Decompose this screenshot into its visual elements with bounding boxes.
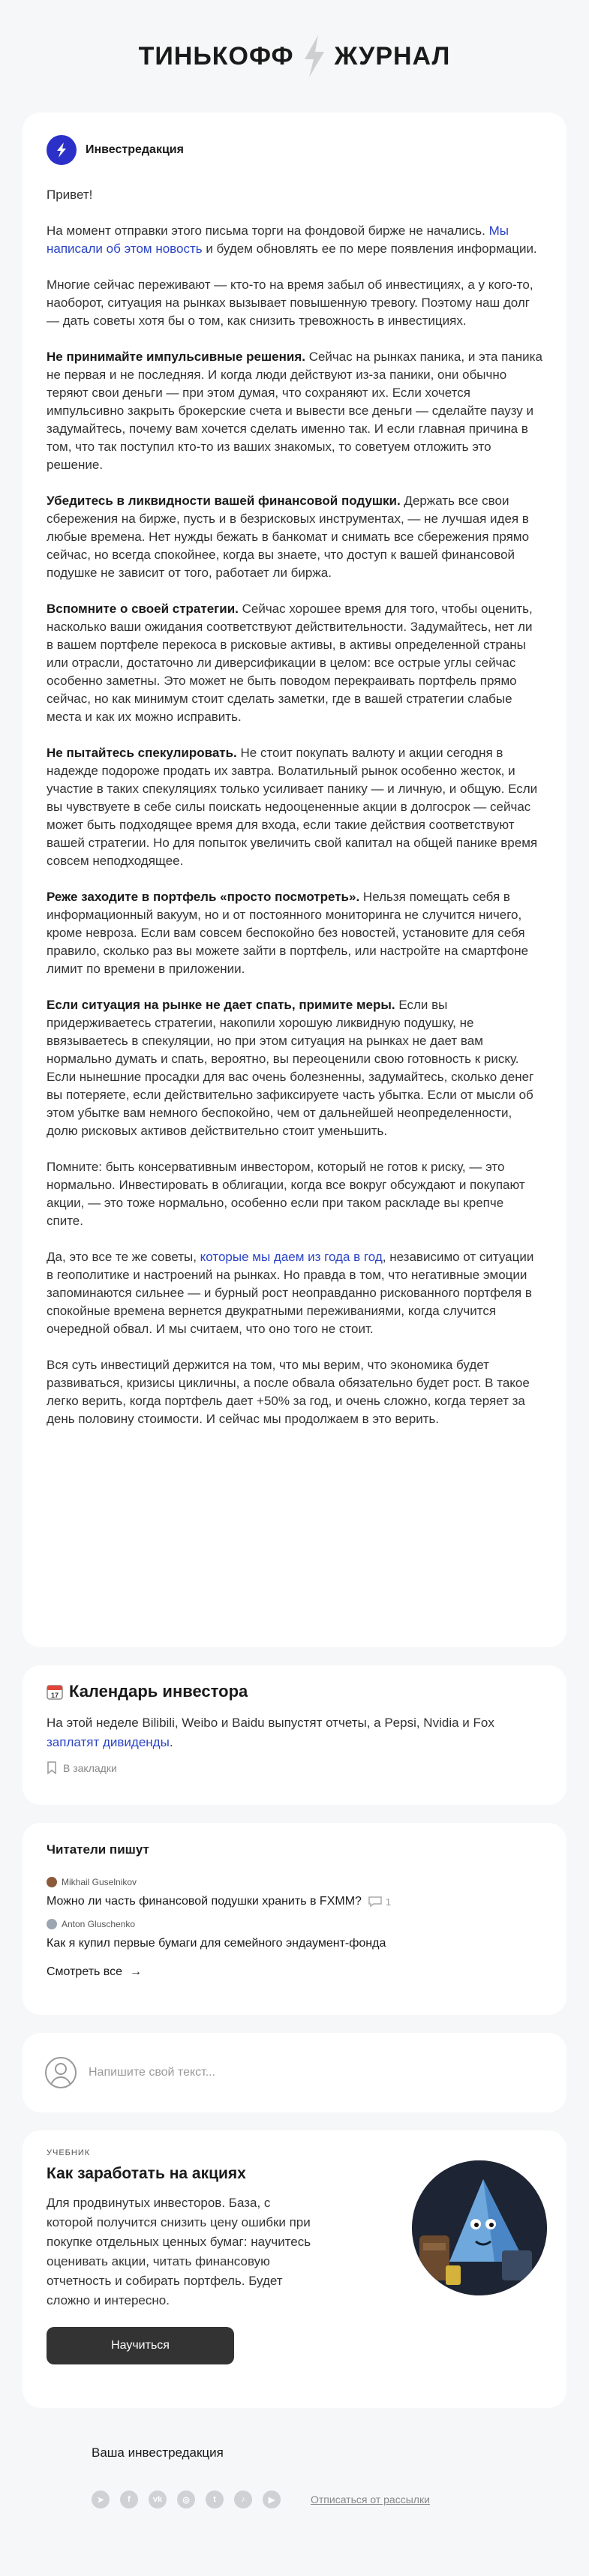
facebook-icon[interactable]: f — [120, 2490, 138, 2508]
paragraph-8-heading: Если ситуация на рынке не дает спать, примите меры. — [47, 998, 395, 1012]
paragraph-3 — [47, 348, 542, 474]
footer — [0, 2490, 589, 2508]
reader-question-text: Как я купил первые бумаги для семейного эндаумент-фонда — [47, 1937, 386, 1950]
svg-text:17: 17 — [50, 1692, 59, 1699]
paragraph-3-heading: Не принимайте импульсивные решения. — [47, 350, 305, 364]
reader-user-name: Anton Gluschenko — [62, 1919, 136, 1929]
comment-input-placeholder: Напишите свой текст... — [89, 2066, 216, 2079]
comment-card[interactable] — [23, 2033, 566, 2112]
logo-left-text: ТИНЬКОФФ — [138, 41, 294, 71]
bookmark-label: В закладки — [63, 1762, 117, 1774]
course-label: УЧЕБНИК — [47, 2148, 91, 2157]
calendar-title — [47, 1682, 542, 1701]
user-avatar — [47, 1919, 57, 1929]
signature: Ваша инвестредакция — [92, 2445, 224, 2460]
reader-post[interactable] — [47, 1877, 542, 1908]
youtube-icon[interactable]: ▶ — [263, 2490, 281, 2508]
paragraph-2: Многие сейчас переживают — кто-то на время забыл об инвестициях, а у кого-то, наоборот, ситуация на рынках вызывает повышенную тревогу. Поэтому наш долг — дать советы хотя бы о том, как снизить тревожность в инвестициях. — [47, 278, 533, 328]
logo-right-text: ЖУРНАЛ — [334, 41, 451, 71]
calendar-title-text: Календарь инвестора — [69, 1682, 248, 1701]
comment-count — [368, 1896, 391, 1908]
learn-button[interactable]: Научиться — [47, 2327, 234, 2364]
logo-bolt-icon — [299, 34, 330, 79]
paragraph-1 — [47, 222, 542, 258]
comment-icon — [368, 1896, 383, 1908]
header — [0, 0, 589, 113]
author-block[interactable] — [47, 135, 542, 165]
paragraph-9: Помните: быть консервативным инвестором, который не готов к риску, — это нормально. Инвестировать в облигации, когда все вокруг обсуждают и покупают акции, — это тоже нормально, особенно если при таком раскладе вы крепче спите. — [47, 1160, 525, 1228]
comment-count-value: 1 — [385, 1896, 392, 1908]
tiktok-icon[interactable]: ♪ — [234, 2490, 252, 2508]
reader-question — [47, 1895, 542, 1908]
tinkoff-journal-logo[interactable] — [139, 34, 451, 79]
paragraph-11: Вся суть инвестиций держится на том, что мы верим, что экономика будет развиваться, кризисы цикличны, а после обвала обязательно будет рост. В такое легко верить, когда портфель дает +50% за год, и очень сложно, когда теряет за день половину стоимости. И сейчас мы продолжаем в это верить. — [47, 1358, 530, 1426]
paragraph-5 — [47, 600, 542, 726]
paragraph-4-text: Держать все свои сбережения на бирже, пусть и в безрисковых инструментах, — не лучшая идея в любые времена. Нет нужды бежать в банкомат и снимать все сбережения прямо сейчас, но всегда спокойнее, когда вы знаете, что доступ к вашей финансовой подушке не зависит от того, работает ли биржа. — [47, 494, 530, 580]
paragraph-5-heading: Вспомните о своей стратегии. — [47, 602, 239, 616]
paragraph-8-text: Если вы придерживаетесь стратегии, накопили хорошую ликвидную подушку, не ввязываетесь в спекуляции, но при этом ситуация на рынках не дает вам нормально думать и спать, вероятно, вы переоценили свою готовность к риску. Если нынешние просадки для вас очень болезненны, задумайтесь, сколько денег вы потеряете, если действительно зафиксируете часть убытка. Если от мысли об этом убытке вам немного беспокойно, чем от дальнейшей неопределенности, долю рисковых активов действительно стоит уменьшить. — [47, 998, 534, 1138]
greeting: Привет! — [47, 188, 93, 202]
readers-title: Читатели пишут — [47, 1842, 149, 1857]
calendar-text-a: На этой неделе Bilibili, Weibo и Baidu выпустят отчеты, а Pepsi, Nvidia и Fox — [47, 1716, 494, 1730]
instagram-icon[interactable]: ◎ — [177, 2490, 195, 2508]
arrow-right-icon: → — [130, 1965, 143, 1978]
paragraph-8 — [47, 996, 542, 1140]
dividends-link[interactable]: заплатят дивиденды — [47, 1735, 170, 1749]
paragraph-4 — [47, 492, 542, 582]
reader-post[interactable] — [47, 1919, 542, 1950]
course-illustration — [412, 2160, 547, 2295]
twitter-icon[interactable]: t — [206, 2490, 224, 2508]
investor-calendar-card — [23, 1665, 566, 1805]
author-name: Инвестредакция — [86, 143, 184, 156]
paragraph-10-text-a: Да, это все те же советы, — [47, 1250, 200, 1264]
paragraph-6 — [47, 744, 542, 870]
paragraph-7-heading: Реже заходите в портфель «просто посмотреть». — [47, 890, 360, 904]
paragraph-10-text-b: , независимо от ситуации в геополитике и настроений на рынках. Но правда в том, что негативные эмоции запоминаются сильнее — и бурный рост неоправданно рискованного портфеля в спокойные времена вернется двукратными переживаниями, когда случится очередной обвал. И мы считаем, что оно того не стоит. — [47, 1250, 534, 1336]
course-card — [23, 2130, 566, 2408]
paragraph-1-text-b: и будем обновлять ее по мере появления информации. — [202, 242, 537, 256]
paragraph-10 — [47, 1248, 542, 1338]
bookmark-button[interactable] — [47, 1761, 542, 1775]
user-silhouette-icon — [47, 2058, 75, 2087]
vk-icon[interactable]: vk — [149, 2490, 167, 2508]
see-all-label: Смотреть все — [47, 1965, 123, 1978]
advice-link[interactable]: которые мы даем из года в год — [200, 1250, 383, 1264]
paragraph-1-text-a: На момент отправки этого письма торги на фондовой бирже не начались. — [47, 224, 489, 238]
unsubscribe-link[interactable]: Отписаться от рассылки — [311, 2493, 430, 2505]
telegram-icon[interactable]: ➤ — [92, 2490, 110, 2508]
paragraph-7 — [47, 888, 542, 978]
paragraph-3-text: Сейчас на рынках паника, и эта паника не первая и не последняя. И когда люди действуют из-за паники, они обычно теряют свои деньги — при этом думая, что сохраняют их. Если хочется импульсивно закрыть брокерские счета и вывести все деньги — сделайте паузу и задумайтесь, почему вам хочется сделать именно так. И если главная причина в том, что так поступил кто-то из ваших знакомых, то советуем отложить это решение. — [47, 350, 542, 472]
paragraph-7-text: Нельзя помещать себя в информационный вакуум, но и от постоянного мониторинга не случится ничего, кроме невроза. Если вам совсем беспокойно без новостей, установите для себя правило, сколько раз вы можете зайти в портфель, или настройте на смартфоне лимит по времени в приложении. — [47, 890, 529, 976]
pyramid-character-illustration — [412, 2160, 547, 2295]
reader-user — [47, 1919, 542, 1929]
user-icon — [45, 2057, 77, 2088]
calendar-icon — [47, 1683, 63, 1700]
reader-user-name: Mikhail Guselnikov — [62, 1877, 137, 1887]
calendar-text — [47, 1713, 542, 1752]
paragraph-5-text: Сейчас хорошее время для того, чтобы оценить, насколько ваши ожидания соответствуют действительности. Задумайтесь, нет ли в вашем портфеле перекоса в рисковые активы, в активы определенной страны или отрасли, достаточно ли диверсификации в целом: все острые углы сейчас особенно заметны. Это может не быть поводом перекраивать портфель прямо сейчас, но как минимум стоит сделать заметки, где в вашей стратегии слабые места и как их можно исправить. — [47, 602, 533, 724]
paragraph-4-heading: Убедитесь в ликвидности вашей финансовой подушки. — [47, 494, 401, 508]
see-all-link[interactable] — [47, 1965, 542, 1979]
user-avatar — [47, 1877, 57, 1887]
bolt-icon — [53, 142, 70, 158]
calendar-text-b: . — [169, 1735, 173, 1749]
author-avatar — [47, 135, 77, 165]
bookmark-icon — [47, 1761, 57, 1775]
reader-question-text: Можно ли часть финансовой подушки хранить в FXMM? — [47, 1895, 362, 1908]
news-link[interactable]: Мы написали об этом новость — [47, 224, 509, 256]
article-card — [23, 113, 566, 1647]
course-description: Для продвинутых инвесторов. База, с которой получится снизить цену ошибки при покупке отдельных ценных бумаг: научитесь оценивать акции, читать финансовую отчетность и собирать портфель. Будет сложно и интересно. — [47, 2196, 311, 2307]
course-title: Как заработать на акциях — [47, 2165, 246, 2182]
paragraph-6-text: Не стоит покупать валюту и акции сегодня в надежде подороже продать их завтра. Волатильный рынок особенно жесток, и участие в таких спекуляциях только усиливает панику — и личную, и общую. Если вы чувствуете в себе силы поискать недооцененные акции в долгосрок — сейчас может быть подходящее время для входа, если такие действия соответствуют вашей стратегии. Но для попыток увеличить свой капитал на общей панике время совсем неподходящее. — [47, 746, 538, 868]
readers-write-card — [23, 1823, 566, 2015]
reader-question — [47, 1937, 542, 1950]
paragraph-6-heading: Не пытайтесь спекулировать. — [47, 746, 237, 760]
reader-user — [47, 1877, 542, 1887]
